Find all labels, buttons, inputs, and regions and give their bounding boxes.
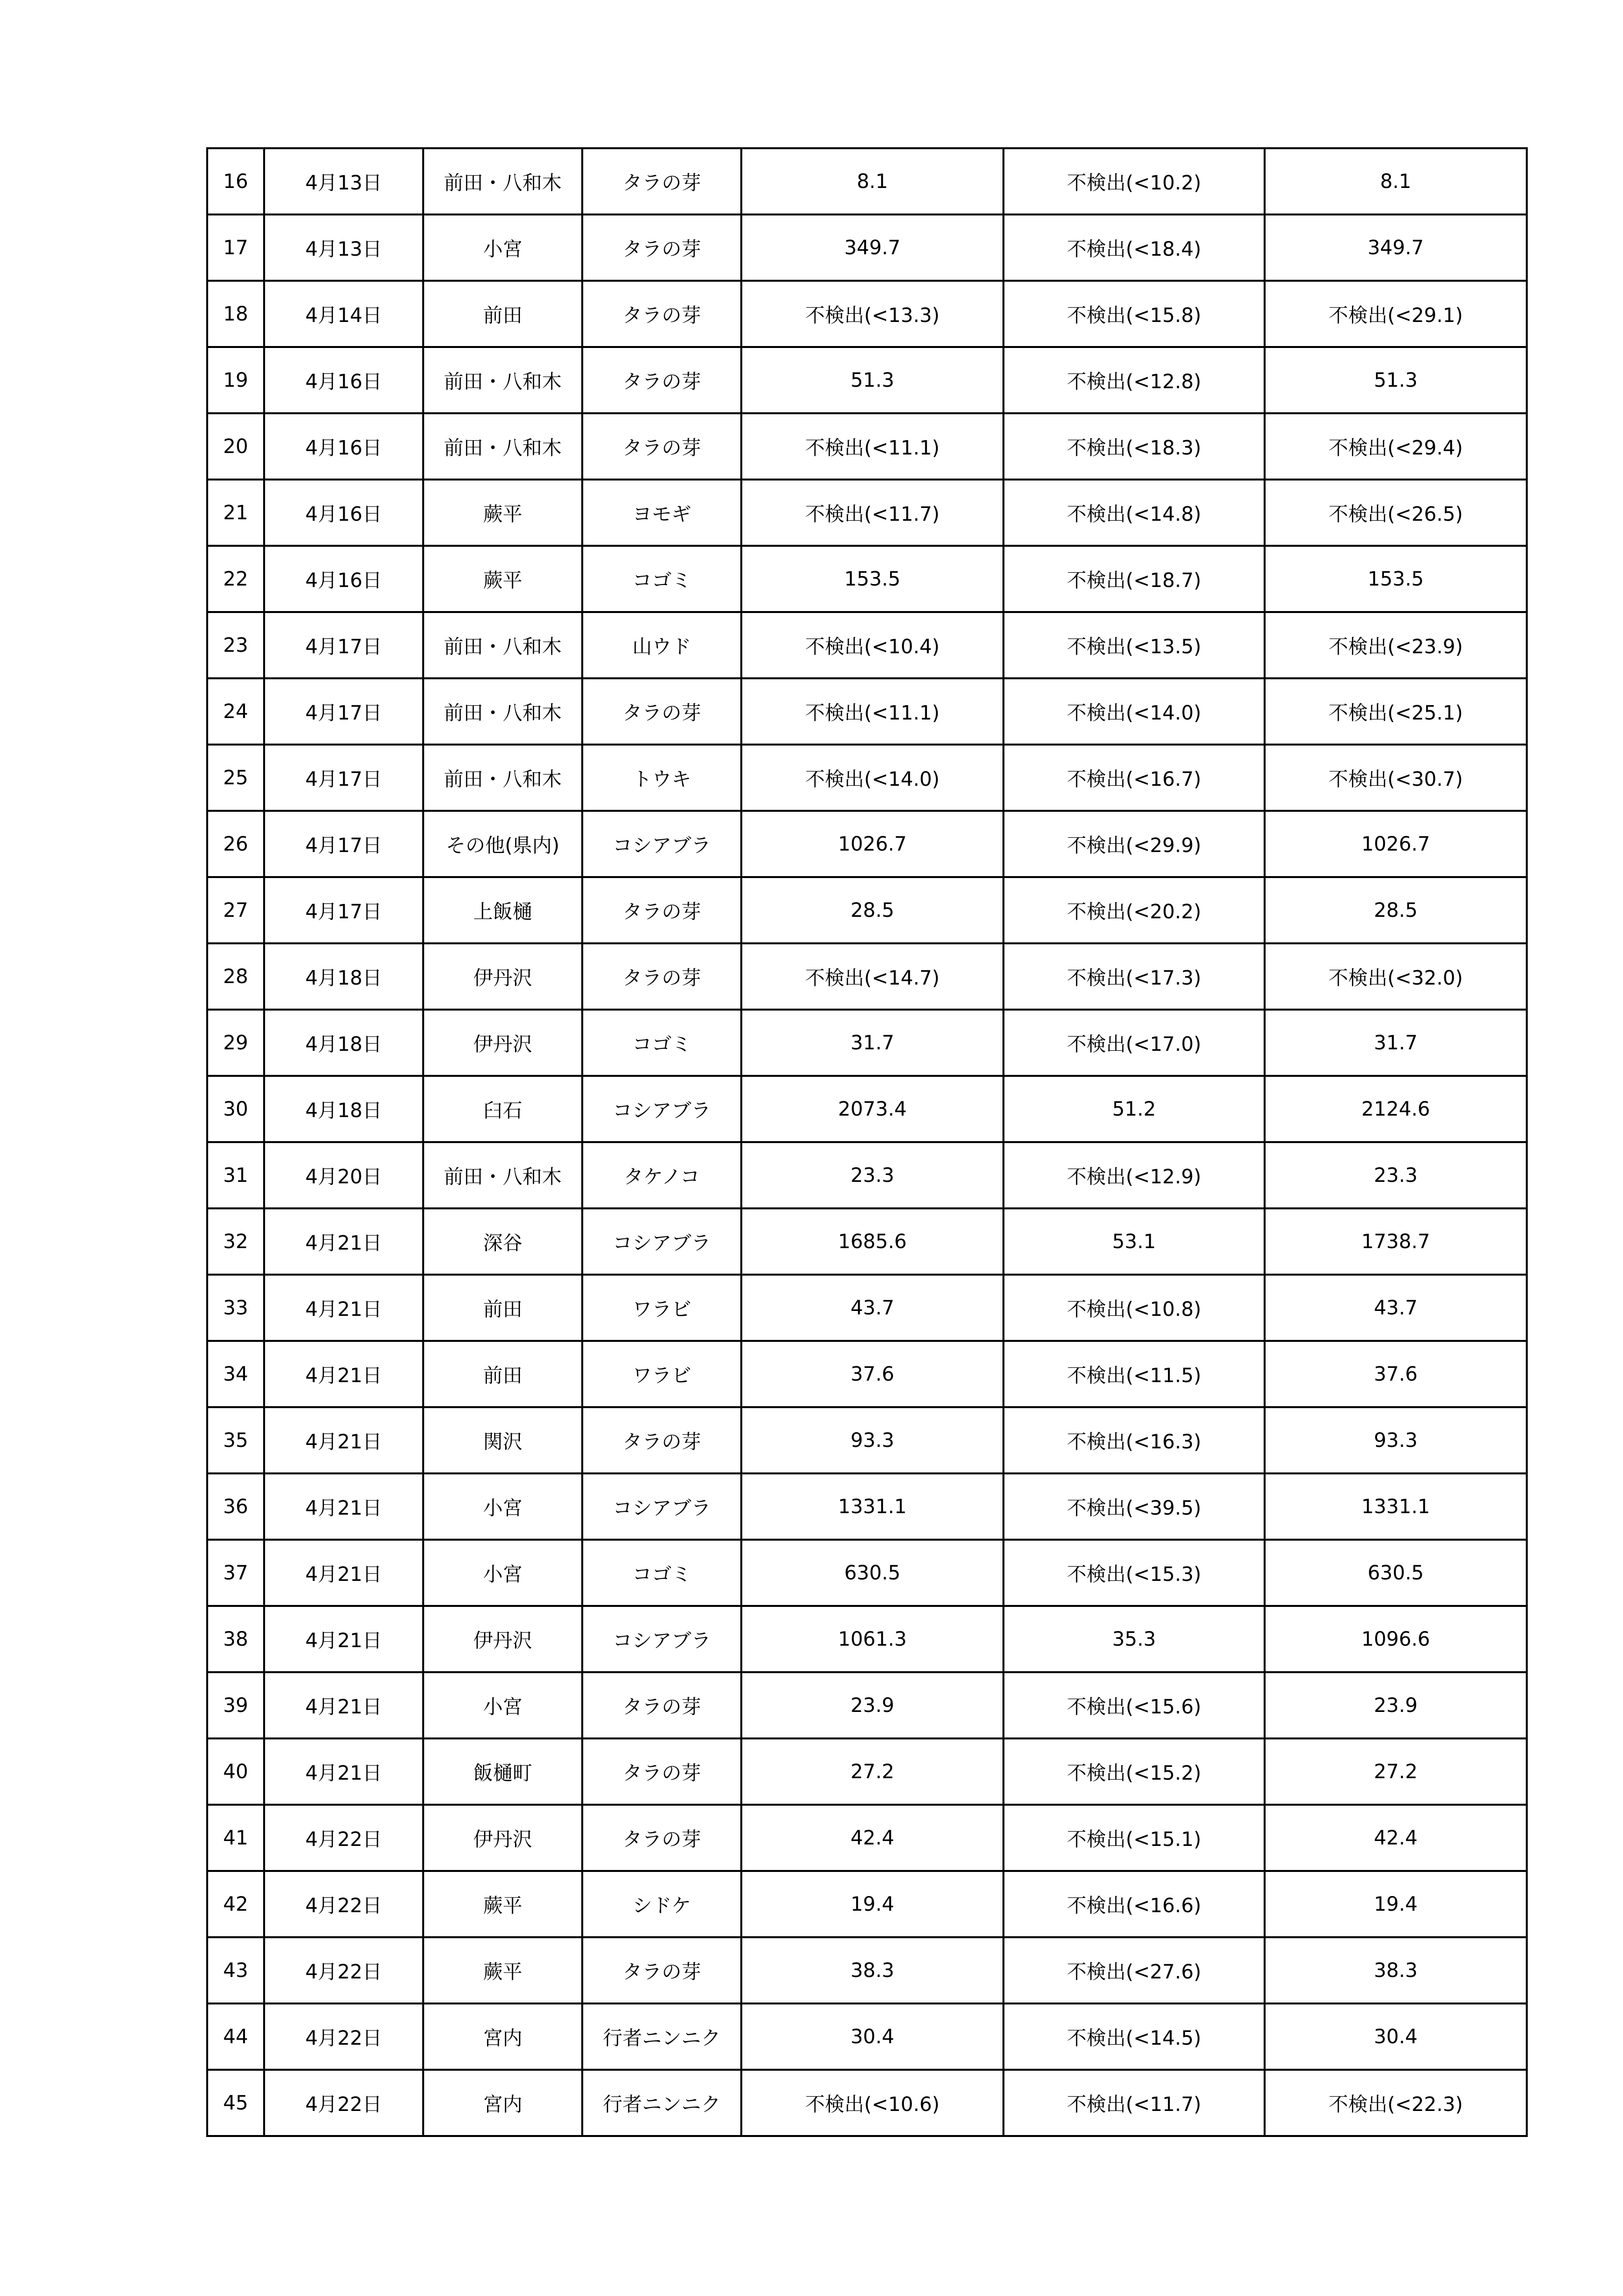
table-body	[207, 148, 1527, 2136]
table-row	[207, 1010, 1527, 1076]
location-cell: 前田・八和木	[423, 347, 582, 413]
cs137-cell: 不検出(<11.7)	[1003, 2070, 1265, 2136]
row-number-cell: 33	[207, 1275, 264, 1341]
table-row	[207, 1275, 1527, 1341]
item-cell: タラの芽	[582, 347, 741, 413]
location-cell: 前田	[423, 281, 582, 347]
cs134-cell: 不検出(<14.7)	[741, 943, 1003, 1010]
item-cell: タラの芽	[582, 1672, 741, 1738]
table-row	[207, 1606, 1527, 1672]
row-number-cell: 20	[207, 413, 264, 480]
cs134-cell: 153.5	[741, 546, 1003, 612]
table-row	[207, 1871, 1527, 1937]
cs137-cell: 不検出(<15.2)	[1003, 1738, 1265, 1805]
cs137-cell: 不検出(<15.8)	[1003, 281, 1265, 347]
table-row	[207, 2070, 1527, 2136]
cs134-cell: 不検出(<10.6)	[741, 2070, 1003, 2136]
row-number-cell: 31	[207, 1142, 264, 1208]
location-cell: 蕨平	[423, 546, 582, 612]
cs134-cell: 630.5	[741, 1540, 1003, 1606]
total-cell: 43.7	[1265, 1275, 1527, 1341]
cs137-cell: 不検出(<29.9)	[1003, 811, 1265, 877]
table-row	[207, 546, 1527, 612]
cs137-cell: 35.3	[1003, 1606, 1265, 1672]
row-number-cell: 27	[207, 877, 264, 943]
row-number-cell: 16	[207, 148, 264, 214]
item-cell: タラの芽	[582, 281, 741, 347]
table-row	[207, 214, 1527, 281]
cs134-cell: 不検出(<11.1)	[741, 413, 1003, 480]
total-cell: 不検出(<29.4)	[1265, 413, 1527, 480]
row-number-cell: 19	[207, 347, 264, 413]
date-cell: 4月20日	[264, 1142, 423, 1208]
date-cell: 4月22日	[264, 1871, 423, 1937]
date-cell: 4月18日	[264, 1010, 423, 1076]
total-cell: 不検出(<26.5)	[1265, 480, 1527, 546]
cs134-cell: 37.6	[741, 1341, 1003, 1407]
cs137-cell: 不検出(<18.7)	[1003, 546, 1265, 612]
table-row	[207, 413, 1527, 480]
item-cell: タラの芽	[582, 1407, 741, 1473]
cs134-cell: 349.7	[741, 214, 1003, 281]
date-cell: 4月17日	[264, 678, 423, 745]
date-cell: 4月16日	[264, 413, 423, 480]
location-cell: 前田・八和木	[423, 612, 582, 678]
date-cell: 4月21日	[264, 1738, 423, 1805]
cs137-cell: 不検出(<10.2)	[1003, 148, 1265, 214]
table-row	[207, 347, 1527, 413]
row-number-cell: 34	[207, 1341, 264, 1407]
cs137-cell: 不検出(<16.6)	[1003, 1871, 1265, 1937]
table-row	[207, 148, 1527, 214]
cs137-cell: 不検出(<18.4)	[1003, 214, 1265, 281]
table-row	[207, 811, 1527, 877]
row-number-cell: 21	[207, 480, 264, 546]
cs137-cell: 不検出(<17.0)	[1003, 1010, 1265, 1076]
cs134-cell: 23.3	[741, 1142, 1003, 1208]
location-cell: 前田・八和木	[423, 678, 582, 745]
location-cell: 前田・八和木	[423, 148, 582, 214]
cs137-cell: 不検出(<11.5)	[1003, 1341, 1265, 1407]
total-cell: 51.3	[1265, 347, 1527, 413]
cs137-cell: 不検出(<12.8)	[1003, 347, 1265, 413]
total-cell: 38.3	[1265, 1937, 1527, 2003]
item-cell: コゴミ	[582, 1010, 741, 1076]
cs137-cell: 不検出(<14.0)	[1003, 678, 1265, 745]
table-row	[207, 1341, 1527, 1407]
row-number-cell: 23	[207, 612, 264, 678]
location-cell: 前田	[423, 1275, 582, 1341]
date-cell: 4月13日	[264, 214, 423, 281]
location-cell: 前田・八和木	[423, 745, 582, 811]
location-cell: 前田・八和木	[423, 1142, 582, 1208]
total-cell: 不検出(<32.0)	[1265, 943, 1527, 1010]
item-cell: タケノコ	[582, 1142, 741, 1208]
item-cell: トウキ	[582, 745, 741, 811]
table-row	[207, 1407, 1527, 1473]
row-number-cell: 41	[207, 1805, 264, 1871]
date-cell: 4月21日	[264, 1540, 423, 1606]
date-cell: 4月17日	[264, 811, 423, 877]
cs137-cell: 不検出(<15.3)	[1003, 1540, 1265, 1606]
table-row	[207, 1672, 1527, 1738]
cs134-cell: 不検出(<14.0)	[741, 745, 1003, 811]
total-cell: 1331.1	[1265, 1473, 1527, 1540]
table-row	[207, 943, 1527, 1010]
cs134-cell: 2073.4	[741, 1076, 1003, 1142]
total-cell: 2124.6	[1265, 1076, 1527, 1142]
row-number-cell: 29	[207, 1010, 264, 1076]
date-cell: 4月16日	[264, 480, 423, 546]
item-cell: タラの芽	[582, 1805, 741, 1871]
location-cell: 小宮	[423, 1672, 582, 1738]
cs137-cell: 不検出(<15.6)	[1003, 1672, 1265, 1738]
date-cell: 4月14日	[264, 281, 423, 347]
row-number-cell: 37	[207, 1540, 264, 1606]
item-cell: コシアブラ	[582, 811, 741, 877]
date-cell: 4月21日	[264, 1341, 423, 1407]
date-cell: 4月22日	[264, 1937, 423, 2003]
total-cell: 不検出(<22.3)	[1265, 2070, 1527, 2136]
row-number-cell: 36	[207, 1473, 264, 1540]
row-number-cell: 28	[207, 943, 264, 1010]
cs134-cell: 43.7	[741, 1275, 1003, 1341]
row-number-cell: 38	[207, 1606, 264, 1672]
location-cell: 上飯樋	[423, 877, 582, 943]
row-number-cell: 40	[207, 1738, 264, 1805]
table-row	[207, 1473, 1527, 1540]
total-cell: 1096.6	[1265, 1606, 1527, 1672]
cs137-cell: 不検出(<14.8)	[1003, 480, 1265, 546]
row-number-cell: 35	[207, 1407, 264, 1473]
cs134-cell: 38.3	[741, 1937, 1003, 2003]
item-cell: コゴミ	[582, 1540, 741, 1606]
date-cell: 4月13日	[264, 148, 423, 214]
total-cell: 23.9	[1265, 1672, 1527, 1738]
item-cell: タラの芽	[582, 877, 741, 943]
row-number-cell: 22	[207, 546, 264, 612]
cs137-cell: 51.2	[1003, 1076, 1265, 1142]
cs134-cell: 1061.3	[741, 1606, 1003, 1672]
item-cell: ヨモギ	[582, 480, 741, 546]
location-cell: 小宮	[423, 214, 582, 281]
total-cell: 30.4	[1265, 2003, 1527, 2070]
table-row	[207, 1540, 1527, 1606]
row-number-cell: 42	[207, 1871, 264, 1937]
table-row	[207, 877, 1527, 943]
cs134-cell: 不検出(<11.1)	[741, 678, 1003, 745]
location-cell: 蕨平	[423, 1871, 582, 1937]
cs134-cell: 23.9	[741, 1672, 1003, 1738]
location-cell: 飯樋町	[423, 1738, 582, 1805]
row-number-cell: 24	[207, 678, 264, 745]
location-cell: 宮内	[423, 2003, 582, 2070]
cs137-cell: 不検出(<20.2)	[1003, 877, 1265, 943]
table-row	[207, 480, 1527, 546]
table-row	[207, 612, 1527, 678]
row-number-cell: 26	[207, 811, 264, 877]
cs134-cell: 不検出(<10.4)	[741, 612, 1003, 678]
total-cell: 630.5	[1265, 1540, 1527, 1606]
total-cell: 1738.7	[1265, 1208, 1527, 1275]
location-cell: 小宮	[423, 1540, 582, 1606]
cs137-cell: 不検出(<17.3)	[1003, 943, 1265, 1010]
location-cell: 深谷	[423, 1208, 582, 1275]
cs134-cell: 30.4	[741, 2003, 1003, 2070]
cs134-cell: 31.7	[741, 1010, 1003, 1076]
location-cell: 伊丹沢	[423, 943, 582, 1010]
item-cell: タラの芽	[582, 413, 741, 480]
cs134-cell: 42.4	[741, 1805, 1003, 1871]
table-row	[207, 1937, 1527, 2003]
date-cell: 4月22日	[264, 2003, 423, 2070]
date-cell: 4月18日	[264, 943, 423, 1010]
table-row	[207, 1208, 1527, 1275]
total-cell: 不検出(<25.1)	[1265, 678, 1527, 745]
cs134-cell: 93.3	[741, 1407, 1003, 1473]
total-cell: 1026.7	[1265, 811, 1527, 877]
total-cell: 不検出(<23.9)	[1265, 612, 1527, 678]
cs137-cell: 不検出(<16.3)	[1003, 1407, 1265, 1473]
location-cell: 臼石	[423, 1076, 582, 1142]
cs134-cell: 19.4	[741, 1871, 1003, 1937]
total-cell: 23.3	[1265, 1142, 1527, 1208]
item-cell: 行者ニンニク	[582, 2003, 741, 2070]
table-row	[207, 745, 1527, 811]
location-cell: 伊丹沢	[423, 1805, 582, 1871]
row-number-cell: 18	[207, 281, 264, 347]
cs137-cell: 不検出(<14.5)	[1003, 2003, 1265, 2070]
cs134-cell: 1331.1	[741, 1473, 1003, 1540]
location-cell: 伊丹沢	[423, 1606, 582, 1672]
location-cell: 小宮	[423, 1473, 582, 1540]
total-cell: 93.3	[1265, 1407, 1527, 1473]
cs137-cell: 不検出(<18.3)	[1003, 413, 1265, 480]
cs134-cell: 1685.6	[741, 1208, 1003, 1275]
date-cell: 4月22日	[264, 2070, 423, 2136]
cs137-cell: 不検出(<27.6)	[1003, 1937, 1265, 2003]
total-cell: 8.1	[1265, 148, 1527, 214]
location-cell: 関沢	[423, 1407, 582, 1473]
table-row	[207, 678, 1527, 745]
total-cell: 37.6	[1265, 1341, 1527, 1407]
row-number-cell: 45	[207, 2070, 264, 2136]
total-cell: 31.7	[1265, 1010, 1527, 1076]
location-cell: 前田・八和木	[423, 413, 582, 480]
total-cell: 19.4	[1265, 1871, 1527, 1937]
cs134-cell: 不検出(<11.7)	[741, 480, 1003, 546]
table-row	[207, 2003, 1527, 2070]
cs134-cell: 27.2	[741, 1738, 1003, 1805]
item-cell: 山ウド	[582, 612, 741, 678]
date-cell: 4月17日	[264, 612, 423, 678]
cs134-cell: 51.3	[741, 347, 1003, 413]
item-cell: シドケ	[582, 1871, 741, 1937]
cs137-cell: 不検出(<13.5)	[1003, 612, 1265, 678]
total-cell: 不検出(<29.1)	[1265, 281, 1527, 347]
location-cell: 宮内	[423, 2070, 582, 2136]
location-cell: 蕨平	[423, 1937, 582, 2003]
cs134-cell: 不検出(<13.3)	[741, 281, 1003, 347]
cs137-cell: 不検出(<15.1)	[1003, 1805, 1265, 1871]
item-cell: タラの芽	[582, 148, 741, 214]
date-cell: 4月21日	[264, 1208, 423, 1275]
date-cell: 4月17日	[264, 745, 423, 811]
item-cell: コシアブラ	[582, 1076, 741, 1142]
row-number-cell: 30	[207, 1076, 264, 1142]
total-cell: 28.5	[1265, 877, 1527, 943]
date-cell: 4月22日	[264, 1805, 423, 1871]
item-cell: コシアブラ	[582, 1208, 741, 1275]
table-row	[207, 1805, 1527, 1871]
cs134-cell: 28.5	[741, 877, 1003, 943]
row-number-cell: 32	[207, 1208, 264, 1275]
location-cell: その他(県内)	[423, 811, 582, 877]
location-cell: 伊丹沢	[423, 1010, 582, 1076]
date-cell: 4月21日	[264, 1275, 423, 1341]
total-cell: 27.2	[1265, 1738, 1527, 1805]
date-cell: 4月21日	[264, 1473, 423, 1540]
cs134-cell: 8.1	[741, 148, 1003, 214]
row-number-cell: 39	[207, 1672, 264, 1738]
date-cell: 4月21日	[264, 1606, 423, 1672]
row-number-cell: 25	[207, 745, 264, 811]
date-cell: 4月21日	[264, 1407, 423, 1473]
date-cell: 4月16日	[264, 546, 423, 612]
cs137-cell: 不検出(<16.7)	[1003, 745, 1265, 811]
total-cell: 42.4	[1265, 1805, 1527, 1871]
item-cell: コシアブラ	[582, 1606, 741, 1672]
cs137-cell: 53.1	[1003, 1208, 1265, 1275]
row-number-cell: 44	[207, 2003, 264, 2070]
date-cell: 4月18日	[264, 1076, 423, 1142]
total-cell: 153.5	[1265, 546, 1527, 612]
item-cell: タラの芽	[582, 1738, 741, 1805]
item-cell: 行者ニンニク	[582, 2070, 741, 2136]
results-table	[206, 147, 1528, 2137]
table-row	[207, 281, 1527, 347]
row-number-cell: 17	[207, 214, 264, 281]
total-cell: 不検出(<30.7)	[1265, 745, 1527, 811]
cs134-cell: 1026.7	[741, 811, 1003, 877]
table-row	[207, 1142, 1527, 1208]
location-cell: 蕨平	[423, 480, 582, 546]
date-cell: 4月16日	[264, 347, 423, 413]
item-cell: タラの芽	[582, 943, 741, 1010]
item-cell: タラの芽	[582, 678, 741, 745]
item-cell: タラの芽	[582, 214, 741, 281]
cs137-cell: 不検出(<10.8)	[1003, 1275, 1265, 1341]
date-cell: 4月21日	[264, 1672, 423, 1738]
table-row	[207, 1076, 1527, 1142]
total-cell: 349.7	[1265, 214, 1527, 281]
cs137-cell: 不検出(<39.5)	[1003, 1473, 1265, 1540]
item-cell: コゴミ	[582, 546, 741, 612]
item-cell: ワラビ	[582, 1341, 741, 1407]
cs137-cell: 不検出(<12.9)	[1003, 1142, 1265, 1208]
row-number-cell: 43	[207, 1937, 264, 2003]
item-cell: ワラビ	[582, 1275, 741, 1341]
item-cell: コシアブラ	[582, 1473, 741, 1540]
date-cell: 4月17日	[264, 877, 423, 943]
item-cell: タラの芽	[582, 1937, 741, 2003]
table-row	[207, 1738, 1527, 1805]
location-cell: 前田	[423, 1341, 582, 1407]
